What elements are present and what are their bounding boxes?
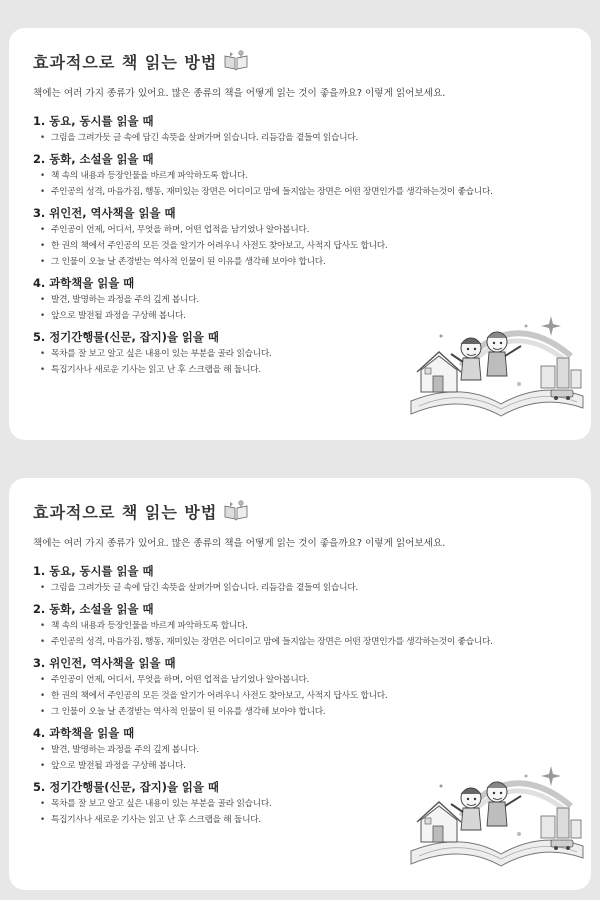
bullet-item: • 그림을 그려가듯 글 속에 담긴 속뜻을 살펴가며 읽습니다. 리듬감을 곁들여 읽습니다.	[33, 580, 578, 596]
bullet-item: • 책 속의 내용과 등장인물을 바르게 파악하도록 합니다.	[33, 168, 578, 184]
bullet-item: • 특집기사나 새로운 기사는 읽고 난 후 스크랩을 해 둡니다.	[33, 812, 578, 828]
bullet-item: • 책 속의 내용과 등장인물을 바르게 파악하도록 합니다.	[33, 618, 578, 634]
bullet-list	[33, 130, 578, 146]
card-title: 효과적으로 책 읽는 방법	[33, 502, 218, 522]
bullet-item: • 주인공이 언제, 어디서, 무엇을 하며, 어떤 업적을 남기었나 알아봅니다.	[33, 672, 578, 688]
section-2	[33, 600, 578, 650]
bullet-list	[33, 618, 578, 650]
bullet-item: • 그 인물이 오늘 날 존경받는 역사적 인물이 된 이유를 생각해 보아야 합니다.	[33, 704, 578, 720]
section-2	[33, 150, 578, 200]
intro-text: 책에는 여러 가지 종류가 있어요. 많은 종류의 책을 어떻게 읽는 것이 좋을까요? 이렇게 읽어보세요.	[33, 538, 446, 549]
children-on-book-illustration	[401, 296, 591, 426]
section-title: 1. 동요, 동시를 읽을 때	[33, 564, 154, 578]
bullet-list	[33, 222, 578, 270]
section-title: 3. 위인전, 역사책을 읽을 때	[33, 206, 176, 220]
bullet-item: • 한 권의 책에서 주인공의 모든 것을 알기가 어려우니 사전도 찾아보고, 사적지 답사도 합니다.	[33, 238, 578, 254]
bullet-item: • 그림을 그려가듯 글 속에 담긴 속뜻을 살펴가며 읽습니다. 리듬감을 곁들여 읽습니다.	[33, 130, 578, 146]
bullet-item: • 주인공의 성격, 마음가짐, 행동, 재미있는 장면은 어디이고 맘에 들지않는 장면은 어떤 장면인가를 생각하는것이 좋습니다.	[33, 634, 578, 650]
section-title: 2. 동화, 소설을 읽을 때	[33, 152, 154, 166]
bullet-item: • 앞으로 발전될 과정을 구상해 봅니다.	[33, 758, 578, 774]
bullet-item: • 주인공이 언제, 어디서, 무엇을 하며, 어떤 업적을 남기었나 알아봅니다.	[33, 222, 578, 238]
section-title: 5. 정기간행물(신문, 잡지)을 읽을 때	[33, 330, 219, 344]
section-title: 5. 정기간행물(신문, 잡지)을 읽을 때	[33, 780, 219, 794]
open-book-icon	[223, 499, 249, 523]
bullet-item: • 그 인물이 오늘 날 존경받는 역사적 인물이 된 이유를 생각해 보아야 합니다.	[33, 254, 578, 270]
bullet-item: • 목차를 잘 보고 알고 싶은 내용이 있는 부분을 골라 읽습니다.	[33, 796, 578, 812]
bullet-item: • 발견, 발명하는 과정을 주의 깊게 봅니다.	[33, 292, 578, 308]
bullet-list	[33, 672, 578, 720]
section-3	[33, 654, 578, 720]
section-title: 4. 과학책을 읽을 때	[33, 276, 135, 290]
bullet-item: • 발견, 발명하는 과정을 주의 깊게 봅니다.	[33, 742, 578, 758]
bullet-item: • 특집기사나 새로운 기사는 읽고 난 후 스크랩을 해 둡니다.	[33, 362, 578, 378]
open-book-icon	[223, 49, 249, 73]
bullet-item: • 한 권의 책에서 주인공의 모든 것을 알기가 어려우니 사전도 찾아보고, 사적지 답사도 합니다.	[33, 688, 578, 704]
bullet-list	[33, 168, 578, 200]
card-title: 효과적으로 책 읽는 방법	[33, 52, 218, 72]
card-title-row	[33, 498, 249, 524]
bullet-list	[33, 580, 578, 596]
section-title: 1. 동요, 동시를 읽을 때	[33, 114, 154, 128]
section-1	[33, 562, 578, 596]
bullet-item: • 목차를 잘 보고 알고 싶은 내용이 있는 부분을 골라 읽습니다.	[33, 346, 578, 362]
bullet-item: • 주인공의 성격, 마음가짐, 행동, 재미있는 장면은 어디이고 맘에 들지않는 장면은 어떤 장면인가를 생각하는것이 좋습니다.	[33, 184, 578, 200]
section-3	[33, 204, 578, 270]
reading-guide-card	[9, 478, 591, 890]
bullet-item: • 앞으로 발전될 과정을 구상해 봅니다.	[33, 308, 578, 324]
intro-text: 책에는 여러 가지 종류가 있어요. 많은 종류의 책을 어떻게 읽는 것이 좋을까요? 이렇게 읽어보세요.	[33, 88, 446, 99]
card-title-row	[33, 48, 249, 74]
children-on-book-illustration	[401, 746, 591, 876]
section-title: 2. 동화, 소설을 읽을 때	[33, 602, 154, 616]
reading-guide-card	[9, 28, 591, 440]
section-1	[33, 112, 578, 146]
section-title: 4. 과학책을 읽을 때	[33, 726, 135, 740]
section-title: 3. 위인전, 역사책을 읽을 때	[33, 656, 176, 670]
